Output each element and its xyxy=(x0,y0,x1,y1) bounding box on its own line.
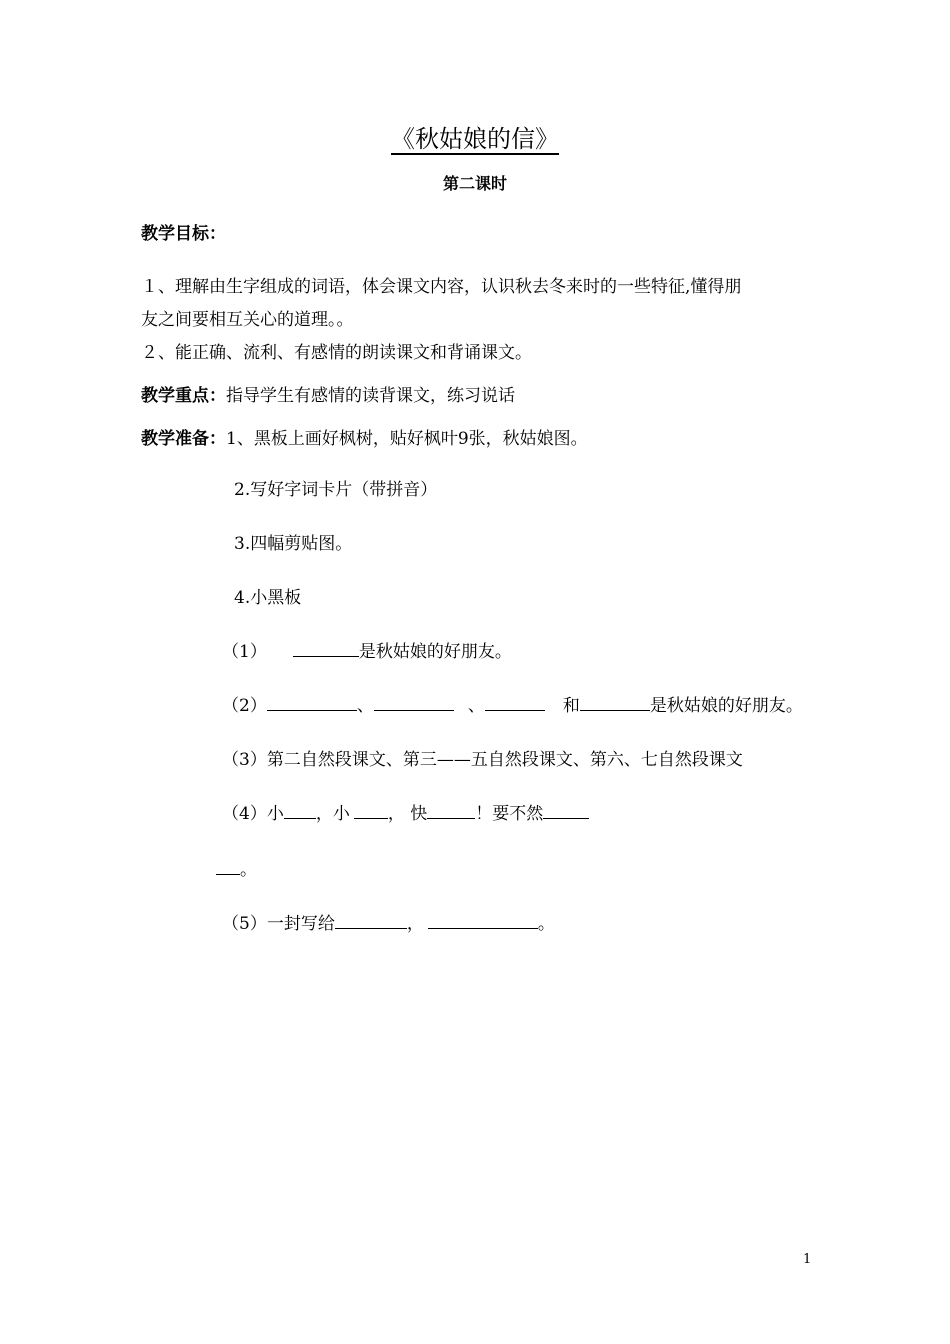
fill-blank xyxy=(485,694,545,711)
lesson-subtitle: 第二课时 xyxy=(442,174,507,193)
exercise-2: （2） 、 、 和 是秋姑娘的好朋友。 xyxy=(222,696,803,716)
prep-heading: 教学准备： xyxy=(141,429,226,449)
prep-item-3: 3.四幅剪贴图。 xyxy=(234,534,353,554)
fill-blank xyxy=(428,912,538,929)
exercise-5: （5）一封写给 ， 。 xyxy=(222,914,555,934)
fill-blank xyxy=(580,694,650,711)
prep-item-2: 2.写好字词卡片（带拼音） xyxy=(234,480,438,500)
focus-text: 指导学生有感情的读背课文，练习说话 xyxy=(226,386,515,406)
exercise-1: （1） 是秋姑娘的好朋友。 xyxy=(222,642,512,662)
goal-item-1-line-2: 友之间要相互关心的道理。。 xyxy=(141,310,354,330)
goal-item-1-line-1: １、理解由生字组成的词语，体会课文内容，认识秋去冬来时的一些特征,懂得朋 xyxy=(141,277,742,297)
prep-item-1: 1、黑板上画好枫树，贴好枫叶9张，秋姑娘图。 xyxy=(226,429,588,449)
document-title: 《秋姑娘的信》 xyxy=(391,125,559,153)
fill-blank xyxy=(354,802,388,819)
exercise-3: （3）第二自然段课文、第三——五自然段课文、第六、七自然段课文 xyxy=(222,750,743,770)
fill-blank xyxy=(427,802,475,819)
exercise-4: （4）小 ，小 ， 快 ！要不然 xyxy=(222,802,589,826)
focus-heading: 教学重点： xyxy=(141,386,226,406)
goals-heading: 教学目标： xyxy=(141,224,226,244)
fill-blank xyxy=(335,912,407,929)
prep-item-4: 4.小黑板 xyxy=(234,588,302,608)
fill-blank xyxy=(216,858,240,875)
fill-blank xyxy=(267,694,357,711)
fill-blank xyxy=(374,694,454,711)
prep-line xyxy=(141,427,588,451)
page-number: 1 xyxy=(803,1252,812,1267)
fill-blank xyxy=(293,640,359,657)
fill-blank xyxy=(543,802,589,819)
exercise-4-continued: 。 xyxy=(216,858,257,882)
goal-item-2: ２、能正确、流利、有感情的朗读课文和背诵课文。 xyxy=(141,343,532,363)
fill-blank xyxy=(284,802,316,819)
focus-line xyxy=(141,384,515,408)
